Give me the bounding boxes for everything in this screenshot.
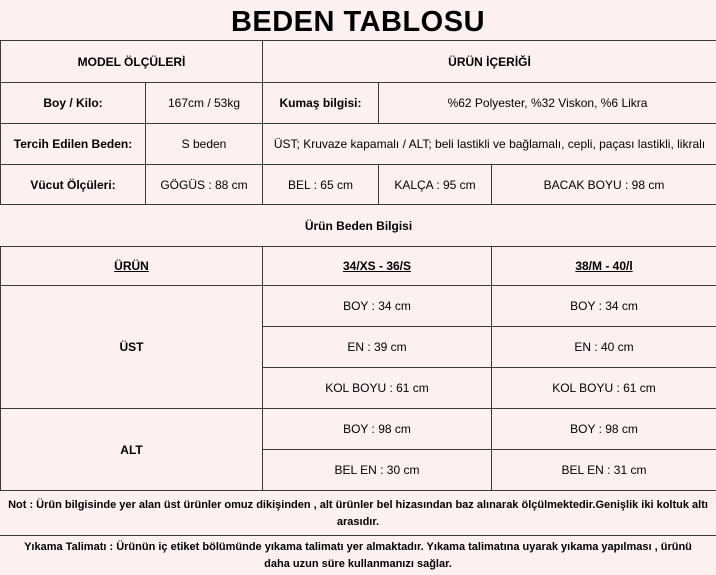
page-title: BEDEN TABLOSU (230, 6, 486, 38)
measurement-note-line-2: arasıdır. (336, 516, 380, 528)
top-width-size-1: EN : 39 cm (263, 327, 492, 368)
preferred-size-label: Tercih Edilen Beden: (1, 124, 146, 165)
product-description: ÜST; Kruvaze kapamalı / ALT; beli lastikli ve bağlamalı, cepli, paçası lastikli, likralı (263, 124, 716, 165)
size-chart-table (0, 40, 716, 491)
column-header-product: ÜRÜN (1, 247, 263, 286)
top-sleeve-size-1: KOL BOYU : 61 cm (263, 368, 492, 409)
bottom-length-size-2: BOY : 98 cm (492, 409, 716, 450)
height-weight-value: 167cm / 53kg (146, 83, 263, 124)
column-header-size-1: 34/XS - 36/S (263, 247, 492, 286)
product-content-heading: ÜRÜN İÇERİĞİ (263, 41, 716, 83)
bottom-waist-size-2: BEL EN : 31 cm (492, 450, 716, 491)
note-divider (0, 535, 716, 536)
chest-measurement: GÖGÜS : 88 cm (146, 165, 263, 205)
top-length-size-2: BOY : 34 cm (492, 286, 716, 327)
fabric-value: %62 Polyester, %32 Viskon, %6 Likra (379, 83, 716, 124)
bottom-waist-size-1: BEL EN : 30 cm (263, 450, 492, 491)
washing-instruction (0, 539, 716, 573)
top-garment-label: ÜST (1, 286, 263, 409)
bottom-garment-label: ALT (1, 409, 263, 491)
washing-instruction-line-1: Yıkama Talimatı : Ürünün iç etiket bölümünde yıkama talimatı yer almaktadır. Yıkama talimatına uyarak yıkama yapılması , ürünü (24, 541, 692, 553)
top-length-size-1: BOY : 34 cm (263, 286, 492, 327)
measurement-note (0, 497, 716, 531)
measurement-note-line-1: Not : Ürün bilgisinde yer alan üst ürünler omuz dikişinden , alt ürünler bel hizasından baz alınarak ölçülmektedir.Genişlik iki koltuk altı (8, 499, 708, 511)
top-sleeve-size-2: KOL BOYU : 61 cm (492, 368, 716, 409)
height-weight-label: Boy / Kilo: (1, 83, 146, 124)
top-width-size-2: EN : 40 cm (492, 327, 716, 368)
washing-instruction-line-2: daha uzun süre kullanmanızı sağlar. (264, 558, 452, 570)
waist-measurement: BEL : 65 cm (263, 165, 379, 205)
body-measurements-label: Vücut Ölçüleri: (1, 165, 146, 205)
size-info-heading: Ürün Beden Bilgisi (1, 205, 716, 247)
bottom-length-size-1: BOY : 98 cm (263, 409, 492, 450)
preferred-size-value: S beden (146, 124, 263, 165)
fabric-label: Kumaş bilgisi: (263, 83, 379, 124)
hip-measurement: KALÇA : 95 cm (379, 165, 492, 205)
model-heading: MODEL ÖLÇÜLERİ (1, 41, 263, 83)
leg-length-measurement: BACAK BOYU : 98 cm (492, 165, 716, 205)
column-header-size-2: 38/M - 40/l (492, 247, 716, 286)
